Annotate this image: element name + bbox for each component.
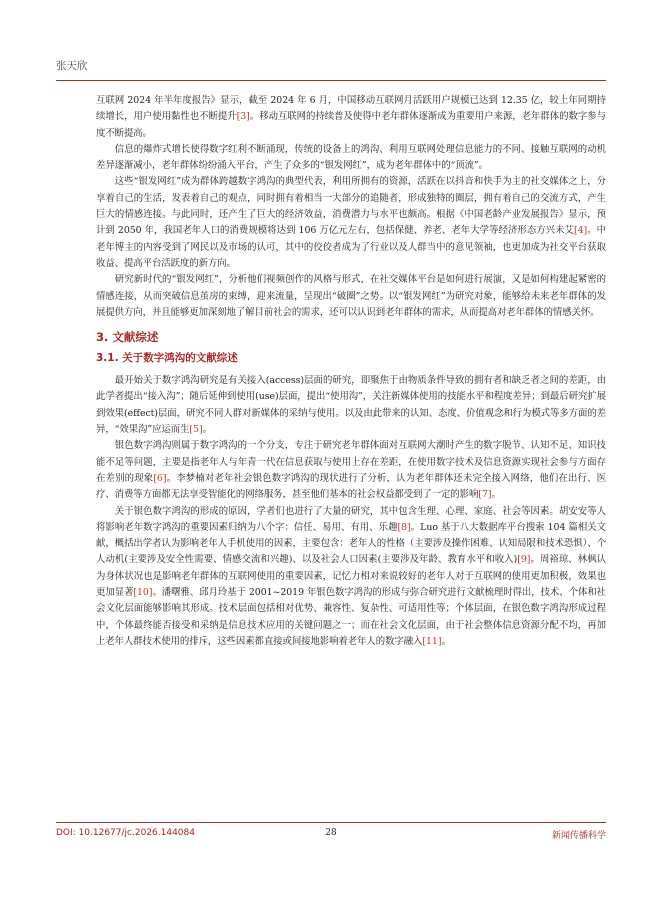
paragraph-6-text-a: 银色数字鸿沟则属于数字鸿沟的一个分支，专注于研究老年群体面对互联网大潮时产生的数字脱节、认知不足、知识技能不足等问题，主要是指老年人与年青一代在信息获取与使用上存在差距，在使用数字技术及信息资源实现社会参与方面存在差别的现象 (96, 440, 606, 484)
footer-journal-name: 新闻传播科学 (551, 831, 606, 841)
paragraph-3-text-b: 。中老年博主的内容受到了网民以及市场的认可，其中的佼佼者成为了行业以及人群当中的意见领袖，也更加成为社交平台获取收益、提高平台活跃度的新方向。 (96, 225, 606, 269)
footer-rule (56, 822, 606, 823)
paragraph-7-text-b: 。Luo 基于八大数据库平台搜索 104 篇相关文献，概括出学者认为影响老年人手机使用的因素，主要包含：老年人的性格（主要涉及操作困难、认知局限和技术恐惧）、个人动机(主要涉及安全性需要、情感交流和兴趣)、以及社会人口因素(主要涉及年龄、教育水平和收入) (96, 521, 606, 566)
running-header-author: 张天欣 (56, 60, 88, 72)
subsection-heading-3-1: 3.1. 关于数字鸿沟的文献综述 (96, 352, 238, 365)
paragraph-6-text-b: 。李梦楠对老年社会银色数字鸿沟的现状进行了分析，认为老年群体还未完全接入网络，他们在出行、医疗、消费等方面都无法享受智能化的网络服务，甚至他们基本的社会权益都受到了一定的影响 (96, 472, 606, 501)
paragraph-1-text-b: 。移动互联网的持续普及使得中老年群体逐渐成为重要用户来源，老年群体的数字参与度不断提高。 (96, 111, 606, 139)
section-heading-3: 3. 文献综述 (96, 330, 159, 345)
paragraph-7-text-d: 。潘曙雅、邱月玲基于 2001~2019 年银色数字鸿沟的形成与弥合研究进行文献梳理时得出，技术、个体和社会文化层面能够影响其形成。技术层面包括相对优势、兼容性、复杂性、可适用性等；个体层面，在银色数字鸿沟形成过程中，个体最终能否接受和采纳是信息技术应用的关键问题之一；而在社会文化层面，由于社会整体信息资源分配不均，再加上老年人群技术使用的排斥，这些因素都直接或间接地影响着老年人的数字融入 (96, 587, 606, 647)
citation-7[interactable]: [7] (478, 489, 492, 501)
citation-5[interactable]: [5] (189, 424, 203, 436)
paragraph-3-text-a: 这些“银发网红”成为群体跨越数字鸿沟的典型代表，利用所拥有的资源，活跃在以抖音和快手为主的社交媒体之上，分享着自己的生活，发表着自己的观点，同时拥有着相当一大部分的追随者，形成独特的圈层，拥有着自己的交流方式，产生巨大的情感连接。与此同时，还产生了巨大的经济效益，消费潜力与水平也颇高。根据《中国老龄产业发展报告》显示，预计到 2050 年，我国老年人口的消费规模将达到 106 万亿元左右，包括保健、养老、老年大学等经济形态方兴未艾 (96, 176, 606, 237)
paragraph-7 (96, 504, 606, 651)
paragraph-1-text-a: 互联网 2024 年半年度报告》显示，截至 2024 年 6 月，中国移动互联网月活跃用户规模已达到 12.35 亿，较上年同期持续增长，用户使用黏性也不断提升 (96, 95, 606, 123)
paragraph-3 (96, 174, 606, 272)
citation-6[interactable]: [6] (153, 472, 167, 484)
paragraph-1 (96, 93, 606, 142)
paragraph-7-text-a: 关于银色数字鸿沟的形成的原因，学者们也进行了大量的研究，其中包含生理、心理、家庭、社会等因素。胡安安等人将影响老年数字鸿沟的重要因素归纳为八个字：信任、易用、有用、乐趣 (96, 505, 606, 533)
paragraph-4-text: 研究新时代的“银发网红”，分析他们视频创作的风格与形式，在社交媒体平台是如何进行展演，又是如何构建起紧密的情感连接，从而突破信息茧房的束缚，迎来流量，呈现出“破圈”之势。以“银发网红”为研究对象，能够给未来老年群体的发展提供方向，并且能够更加深刻地了解目前社会的需求，还可以认识到老年群体的需求，从而提高对老年群体的情感关怀。 (96, 274, 606, 318)
paragraph-2-text: 信息的爆炸式增长使得数字红利不断涌现，传统的设备上的鸿沟、利用互联网处理信息能力的不同、接触互联网的动机差异逐渐减小，老年群体纷纷涌入平台，产生了众多的“银发网红”，成为老年群体中的“顶流”。 (96, 143, 606, 172)
footer-page-number: 28 (325, 828, 337, 838)
paragraph-2 (96, 142, 606, 175)
paragraph-4 (96, 272, 606, 321)
citation-4[interactable]: [4] (573, 225, 588, 237)
paragraph-5-text-b: 。 (202, 424, 212, 436)
citation-11[interactable]: [11] (422, 635, 442, 647)
paragraph-7-text-e: 。 (441, 635, 451, 647)
paragraph-5 (96, 373, 606, 438)
citation-9[interactable]: [9] (517, 554, 531, 566)
citation-10[interactable]: [10] (133, 587, 153, 599)
citation-3[interactable]: [3] (236, 111, 250, 123)
citation-8[interactable]: [8] (397, 521, 411, 533)
body-text (96, 93, 606, 650)
paragraph-7-text-c: 。周裕琼、林枫认为身体状况也是影响老年群体的互联网使用的重要因素，记忆力相对来说较好的老年人对于互联网的使用更加积极，效果也更加显著 (96, 554, 606, 599)
header-rule (56, 80, 606, 81)
footer-doi[interactable]: DOI: 10.12677/jc.2026.144084 (56, 828, 195, 838)
paragraph-5-text-a: 最开始关于数字鸿沟研究是有关接入(access)层面的研究，即聚焦于由物质条件导致的拥有者和缺乏者之间的差距，由此学者提出“接入沟”；随后延伸到使用(use)层面，提出“使用沟”，关注新媒体使用的技能水平和程度差异；到最后研究扩展到效果(effect)层面，研究不同人群对新媒体的采纳与使用。以及由此带来的认知、态度、价值观念和行为模式等多方面的差异，“效果沟”应运而生 (96, 375, 606, 436)
paragraph-6-text-c: 。 (491, 489, 501, 501)
paragraph-6 (96, 438, 606, 503)
